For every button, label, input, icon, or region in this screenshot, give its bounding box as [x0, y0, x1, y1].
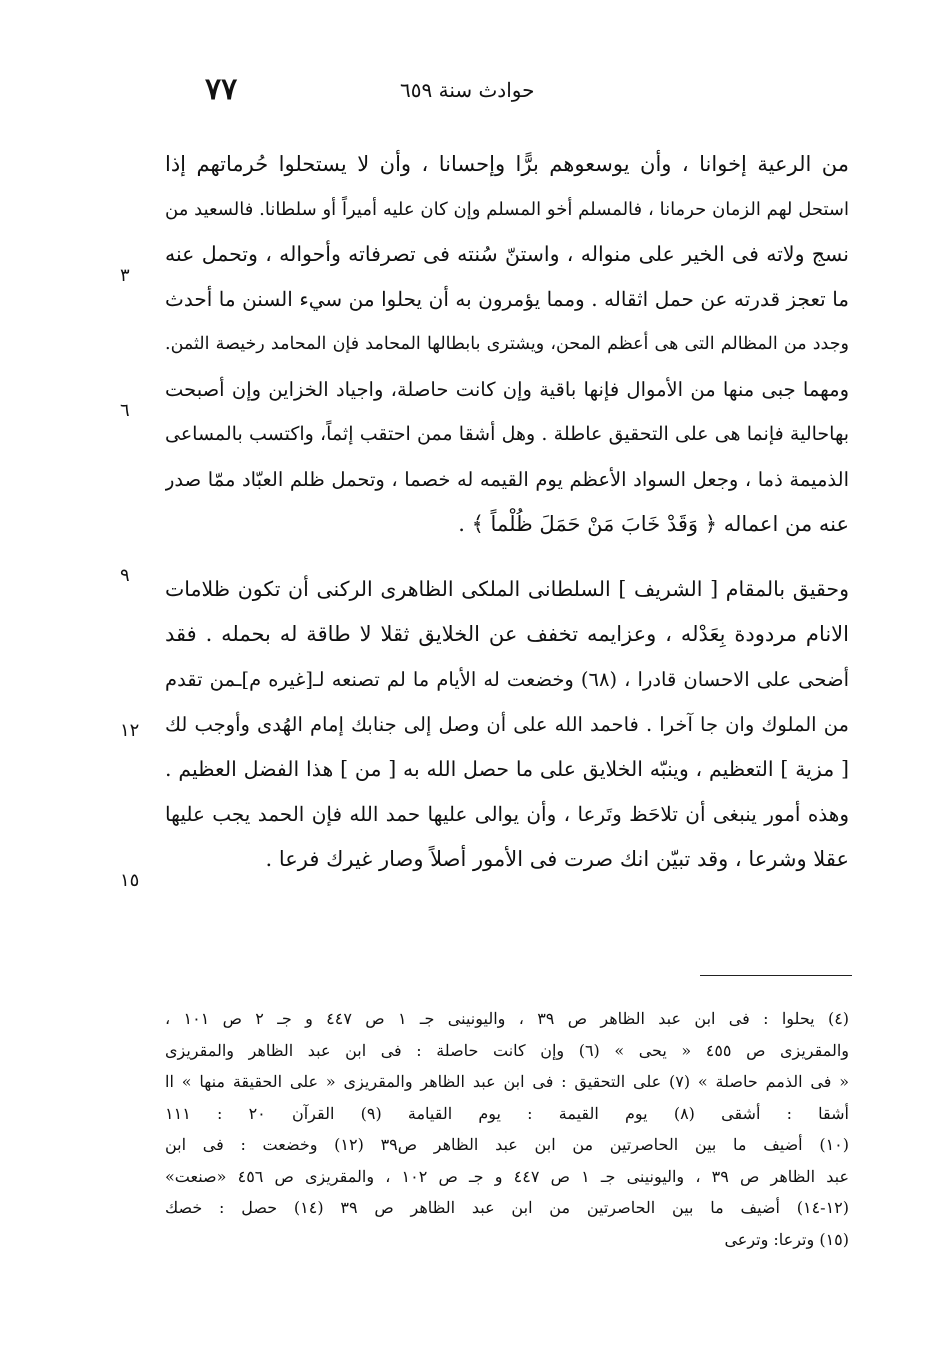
- text-line: وهذه أمور ينبغى أن تلاحَظ وتَرعا ، وأن يوالى عليها حمد الله فإن الحمد يجب عليها: [165, 802, 849, 826]
- text-line: أضحى على الاحسان قادرا ، (٦٨) وخضعت له الأيام ما لم تصنعه لـ[غيره م]ـمن تقدم: [165, 668, 849, 691]
- line-number: ٦: [120, 400, 130, 421]
- text-line: وحقيق بالمقام [ الشريف ] السلطانى الملكى الظاهرى الركنى أن تكون ظلامات: [165, 577, 849, 601]
- footnote-line: والمقريزى ص ٤٥٥ « يحى » (٦) وإن كانت حاصلة : فى ابن عبد الظاهر والمقريزى: [165, 1040, 849, 1060]
- text-line: بهاحالية فإنما هى على التحقيق عاطلة . وهل أشقا ممن احتقب إثماً، واكتسب بالمساعى: [165, 423, 849, 445]
- line-number: ١٢: [120, 720, 140, 741]
- page-header: [0, 72, 939, 112]
- line-number: ٣: [120, 265, 130, 286]
- text-line: من الملوك وان جا آخرا . فاحمد الله على أن وصل إلى جنابك إمام الهُدى وأوجب لك: [165, 713, 849, 736]
- text-line: ما تعجز قدرته عن حمل اثقاله . ومما يؤمرون به أن يحلوا من سيء السنن ما أحدث: [165, 287, 849, 311]
- footnote-line: (٤) يحلوا : فى ابن عبد الظاهر ص ٣٩ ، واليونينى جـ ١ ص ٤٤٧ و جـ ٢ ص ١٠١ ،: [165, 1009, 849, 1028]
- paragraph-gap: [165, 547, 849, 567]
- text-line: الانام مردودة بِعَدْله ، وعزايمه تخفف عن الخلايق ثقلا لا طاقة له بحمله . فقد: [165, 622, 849, 646]
- footnote-line: (١٠) أضيف ما بين الحاصرتين من ابن عبد الظاهر ص٣٩ (١٢) وخضعت : فى ابن: [165, 1135, 849, 1154]
- running-title: حوادث سنة ٦٥٩: [400, 78, 535, 102]
- text-line: وجدد من المظالم التى هى أعظم المحن، ويشترى بابطالها المحامد فإن المحامد رخيصة الثمن.: [165, 334, 849, 354]
- footnote-line: (١٥) وترعا: وترعى: [724, 1229, 849, 1249]
- main-text: [165, 142, 849, 882]
- footnote-line: « فى الذمم حاصلة » (٧) على التحقيق : فى ابن عبد الظاهر والمقريزى « على الحقيقة منها » اا: [165, 1072, 849, 1091]
- footnotes: [165, 1003, 849, 1255]
- footnote-line: عبد الظاهر ص ٣٩ ، واليونينى جـ ١ ص ٤٤٧ و جـ ص ١٠٢ ، والمقريزى ص ٤٥٦ «صنعت»: [165, 1166, 849, 1186]
- footnote-divider: [700, 975, 852, 976]
- text-line: من الرعية إخوانا ، وأن يوسعوهم برًّا وإحسانا ، وأن لا يستحلوا حُرماتهم إذا: [165, 152, 849, 176]
- text-line: عقلا وشرعا ، وقد تبيّن انك صرت فى الأمور أصلاً وصار غيرك فرعا .: [265, 847, 849, 871]
- page-number: ٧٧: [205, 72, 238, 107]
- footnote-line: (١٢-١٤) أضيف ما بين الحاصرتين من ابن عبد الظاهر ص ٣٩ (١٤) حصل : خصك: [165, 1198, 849, 1217]
- text-line: نسج ولاته فى الخير على منواله ، واستنّ سُنته فى تصرفاته وأحواله ، وتحمل عنه: [165, 242, 849, 266]
- text-line: استحل لهم الزمان حرمانا ، فالمسلم أخو المسلم وإن كان عليه أميراً أو سلطانا. فالسعيد من: [165, 199, 849, 220]
- footnote-line: أشقا : أشقى (٨) يوم القيمة : يوم القيامة (٩) القرآن ٢٠ : ١١١: [165, 1103, 849, 1123]
- text-line: ومهما جبى منها من الأموال فإنها باقية وإن كانت حاصلة، واجياد الخزاين وإن أصبحت: [165, 378, 849, 401]
- line-number: ٩: [120, 565, 130, 586]
- text-line: الذميمة ذما ، وجعل السواد الأعظم يوم القيمه له خصما ، وتحمل ظلم العبّاد ممّا صدر: [165, 468, 849, 491]
- text-line: [ مزية ] التعظيم ، وينبّه الخلايق على ما حصل الله به [ من ] هذا الفضل العظيم .: [165, 757, 849, 781]
- line-number: ١٥: [120, 870, 140, 891]
- text-line: عنه من اعماله ﴿ وَقَدْ خَابَ مَنْ حَمَلَ ظُلْماً ﴾ .: [458, 512, 849, 536]
